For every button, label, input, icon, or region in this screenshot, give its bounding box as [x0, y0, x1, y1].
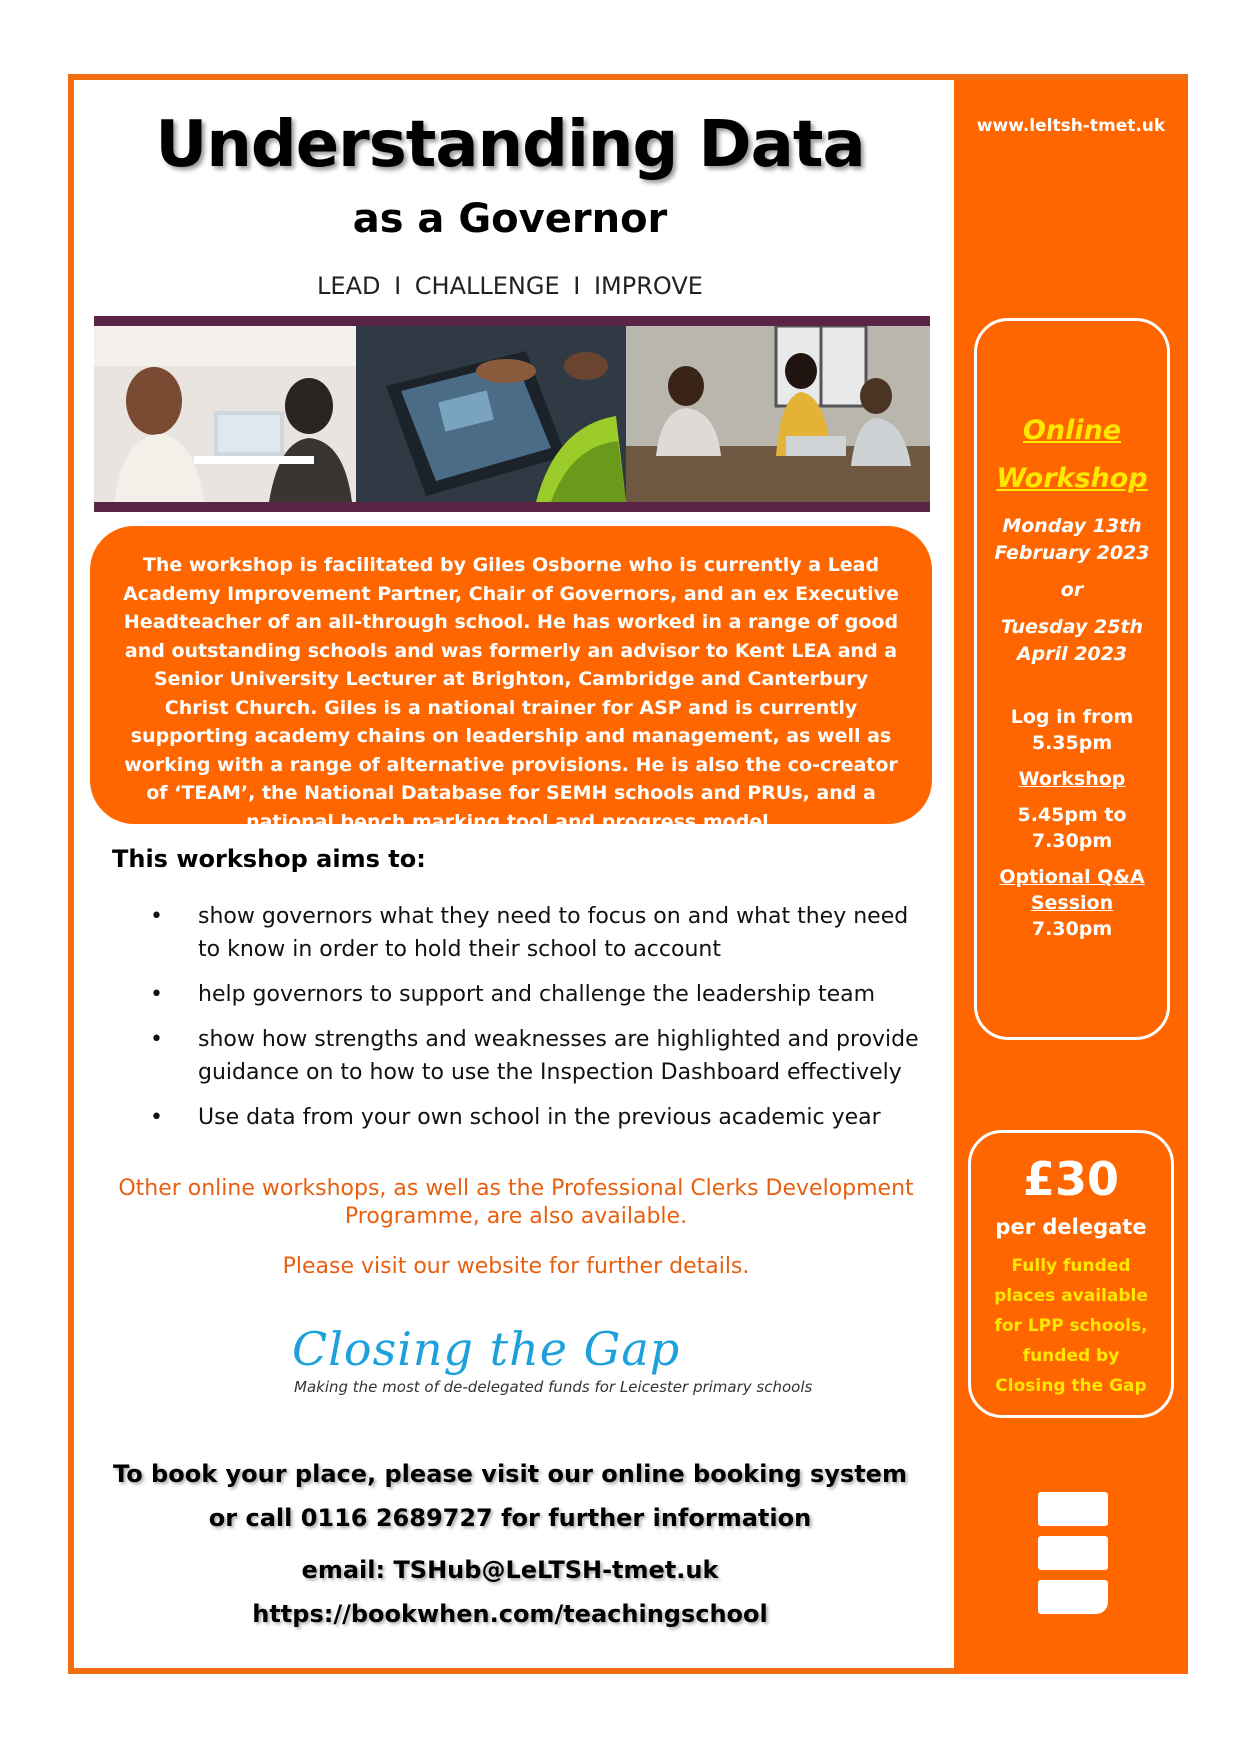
closing-the-gap-logo [292, 1322, 812, 1396]
aim-text: show how strengths and weaknesses are highlighted and provide guidance on to how to use the Inspection Dashboard effectively [198, 1027, 919, 1085]
funded-note [971, 1251, 1171, 1401]
online-label: Online [1022, 415, 1122, 446]
photo-tablet-hands [356, 326, 626, 502]
photo-laptop-meeting [94, 326, 356, 502]
qa-label-line2: Session [1030, 892, 1114, 914]
workshop-dates-box [974, 318, 1170, 1040]
price: £30 [1022, 1152, 1120, 1206]
list-item [150, 978, 930, 1011]
ctg-logo-subtitle: Making the most of de-delegated funds for Leicester primary schools [294, 1378, 813, 1396]
funded-line: for LPP schools, [994, 1316, 1148, 1336]
visit-website-note: Please visit our website for further details. [282, 1254, 750, 1279]
tagline: LEAD I CHALLENGE I IMPROVE [317, 272, 703, 300]
aims-list [150, 900, 930, 1146]
aim-text: help governors to support and challenge the leadership team [198, 982, 876, 1007]
workshop-label: Workshop [996, 463, 1148, 494]
photo-strip [94, 316, 930, 512]
funded-line: Fully funded [1011, 1256, 1131, 1276]
workshop-time-start: 5.45pm to [1017, 804, 1127, 826]
booking-line-2: or call 0116 2689727 for further information [208, 1504, 812, 1532]
bullet-icon: • [150, 1027, 163, 1052]
date-two-day: Tuesday 25th [1000, 616, 1144, 638]
funded-line: funded by [1022, 1346, 1120, 1366]
qa-session [977, 864, 1167, 942]
per-delegate-label: per delegate [995, 1215, 1147, 1239]
qa-time: 7.30pm [1031, 918, 1113, 940]
aims-heading: This workshop aims to: [112, 845, 426, 873]
qa-label-line1: Optional Q&A [999, 866, 1145, 888]
list-item [150, 900, 930, 966]
booking-line-1: To book your place, please visit our online booking system [113, 1460, 907, 1488]
date-one-month: February 2023 [994, 542, 1150, 564]
workshop-time [977, 766, 1167, 854]
aim-text: show governors what they need to focus on and what they need to know in order to hold their school to account [198, 904, 909, 962]
sidebar [954, 80, 1188, 1674]
facilitator-bio: The workshop is facilitated by Giles Osborne who is currently a Lead Academy Improvement Partner, Chair of Governors, and an ex Executive Headteacher of an all-through school. He has worked in a range of good and outstanding schools and was formerly an advisor to Kent LEA and a Senior University Lecturer at Brighton, Cambridge and Canterbury Christ Church. Giles is a national trainer for ASP and is currently supporting academy chains on leadership and management, as well as working with a range of alternative provisions. He is also the co-creator of ‘TEAM’, the National Database for SEMH schools and PRUs, and a national bench marking tool and progress model. [90, 526, 932, 824]
photo-office-discussion [626, 326, 930, 502]
bullet-icon: • [150, 1105, 163, 1130]
website-url[interactable]: www.leltsh-tmet.uk [976, 116, 1166, 136]
organisation-logo-icon [1038, 1492, 1108, 1618]
date-or: or [1060, 579, 1084, 601]
date-one [977, 513, 1167, 567]
date-two [977, 614, 1167, 668]
price-box [968, 1130, 1174, 1418]
page-title: Understanding Data [155, 108, 865, 182]
booking-email[interactable]: email: TSHub@LeLTSH-tmet.uk [301, 1556, 719, 1584]
login-time [977, 704, 1167, 756]
aim-text: Use data from your own school in the previous academic year [198, 1105, 881, 1130]
booking-info [80, 1452, 940, 1636]
login-time-value: 5.35pm [1031, 732, 1113, 754]
date-one-day: Monday 13th [1002, 515, 1142, 537]
bullet-icon: • [150, 982, 163, 1007]
online-workshop-heading [977, 407, 1167, 503]
workshop-time-label: Workshop [1018, 768, 1126, 790]
list-item [150, 1101, 930, 1134]
date-two-month: April 2023 [1016, 643, 1128, 665]
other-workshops-note: Other online workshops, as well as the Professional Clerks Development Programme, are also available. [118, 1176, 914, 1229]
workshop-time-end: 7.30pm [1031, 830, 1113, 852]
funded-line: places available [994, 1286, 1148, 1306]
funded-line: Closing the Gap [995, 1376, 1147, 1396]
bullet-icon: • [150, 904, 163, 929]
list-item [150, 1023, 930, 1089]
ctg-logo-title: Closing the Gap [292, 1322, 681, 1376]
booking-url-link[interactable]: https://bookwhen.com/teachingschool [252, 1600, 768, 1628]
login-label: Log in from [1010, 706, 1134, 728]
page-subtitle: as a Governor [352, 196, 668, 242]
